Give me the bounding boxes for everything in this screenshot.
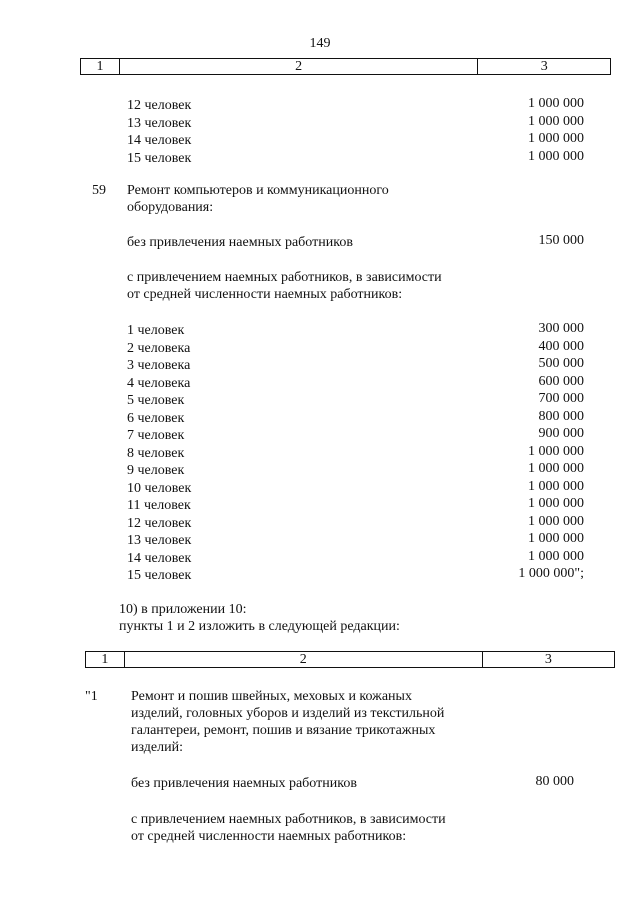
list-item-value: 300 000: [538, 321, 584, 336]
list-item-value: 700 000: [538, 391, 584, 406]
list-item-value: 900 000: [538, 426, 584, 441]
list-item-label: 15 человек: [127, 568, 192, 583]
list-item-value: 1 000 000: [528, 113, 584, 129]
list-item-value: 1 000 000: [528, 496, 584, 511]
list-item-label: 14 человек: [127, 133, 192, 148]
list-item-value: 1 000 000: [528, 148, 584, 164]
list-item-label: 4 человека: [127, 375, 191, 391]
item-59-hired-1: с привлечением наемных работников, в зависимости: [127, 270, 442, 285]
item-1-title-4: изделий:: [131, 740, 183, 755]
list-item-value: 1 000 000: [528, 96, 584, 111]
list-item-label: 9 человек: [127, 463, 185, 478]
list-item-label: 13 человек: [127, 115, 192, 131]
list-item-value: 1 000 000: [528, 461, 584, 476]
item-1-no-hired-value: 80 000: [535, 774, 574, 789]
item-59-title-2: оборудования:: [127, 200, 214, 215]
item-1-hired-2: от средней численности наемных работников:: [131, 829, 407, 844]
list-item-label: 12 человек: [127, 98, 192, 113]
appendix-line-1: 10) в приложении 10:: [119, 602, 247, 617]
item-59-number: 59: [92, 183, 106, 198]
header-col-2: 2: [119, 59, 478, 75]
list-item-value: 400 000: [538, 338, 584, 354]
header-col-1: 1: [81, 59, 120, 75]
table-header-bottom: [85, 651, 615, 668]
header-col-2: 2: [124, 652, 482, 668]
list-item-label: 15 человек: [127, 150, 192, 166]
list-item-value: 1 000 000: [528, 478, 584, 494]
list-item-value: 1 000 000: [528, 531, 584, 546]
item-1-title-3: галантереи, ремонт, пошив и вязание трикотажных: [131, 723, 436, 738]
list-item-label: 2 человека: [127, 340, 191, 356]
list-item-value: 1 000 000";: [518, 566, 584, 581]
list-item-value: 1 000 000: [528, 513, 584, 529]
list-item-label: 1 человек: [127, 323, 185, 338]
item-1-title-2: изделий, головных уборов и изделий из текстильной: [131, 706, 445, 721]
item-1-title-1: Ремонт и пошив швейных, меховых и кожаных: [131, 689, 412, 704]
list-item-value: 500 000: [538, 356, 584, 371]
list-item-value: 800 000: [538, 408, 584, 424]
list-item-label: 13 человек: [127, 533, 192, 548]
list-item-value: 1 000 000: [528, 131, 584, 146]
list-item-label: 7 человек: [127, 428, 185, 443]
item-59-hired-2: от средней численности наемных работников:: [127, 287, 403, 302]
list-item-value: 1 000 000: [528, 443, 584, 459]
table-header-top: [80, 58, 611, 75]
list-item-label: 11 человек: [127, 498, 191, 513]
header-col-3: 3: [482, 652, 614, 668]
item-1-no-hired-label: без привлечения наемных работников: [131, 776, 357, 791]
list-item-label: 6 человек: [127, 410, 185, 426]
item-1-number: "1: [85, 689, 98, 704]
header-col-3: 3: [478, 59, 611, 75]
page-number: 149: [309, 36, 331, 51]
list-item-label: 3 человека: [127, 358, 191, 373]
appendix-line-2: пункты 1 и 2 изложить в следующей редакции:: [119, 619, 400, 634]
item-59-title-1: Ремонт компьютеров и коммуникационного: [127, 183, 389, 198]
list-item-label: 14 человек: [127, 550, 192, 566]
item-59-no-hired-value: 150 000: [538, 233, 584, 248]
list-item-value: 600 000: [538, 373, 584, 389]
item-59-no-hired-label: без привлечения наемных работников: [127, 235, 353, 250]
header-col-1: 1: [86, 652, 125, 668]
list-item-label: 12 человек: [127, 515, 192, 531]
list-item-label: 10 человек: [127, 480, 192, 496]
list-item-label: 8 человек: [127, 445, 185, 461]
list-item-value: 1 000 000: [528, 548, 584, 564]
item-1-hired-1: с привлечением наемных работников, в зависимости: [131, 812, 446, 827]
list-item-label: 5 человек: [127, 393, 185, 408]
